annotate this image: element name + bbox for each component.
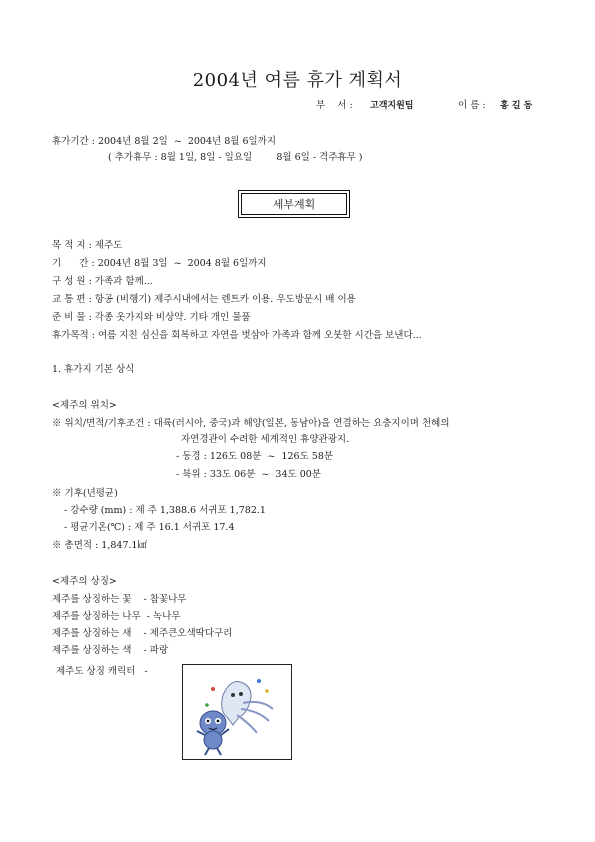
- climate-temperature: - 평균기온(℃) : 제 주 16.1 서귀포 17.4: [64, 522, 235, 533]
- plan-transport: 교 통 편 : 항공 (비행기) 제주시내에서는 렌트카 이용. 우도방문시 배 이용: [52, 294, 356, 305]
- symbol-color: 제주를 상징하는 색 - 파랑: [52, 645, 169, 656]
- climate-rainfall: - 강수량 (mm) : 제 주 1,388.6 서귀포 1,782.1: [64, 505, 266, 516]
- plan-members: 구 성 원 : 가족과 함께...: [52, 276, 153, 287]
- symbol-flower: 제주를 상징하는 꽃 - 참꽃나무: [52, 594, 187, 605]
- plan-purpose: 휴가목적 : 여름 지친 심신을 회복하고 자연을 벗삼아 가족과 함께 오붓한 시간을 보낸다...: [52, 330, 422, 341]
- total-area: ※ 총면적 : 1,847.1㎢: [52, 540, 148, 551]
- location-latitude: - 북위 : 33도 06분 ~ 34도 00분: [176, 469, 321, 480]
- mascot-illustration: [183, 665, 291, 759]
- location-title: <제주의 위치>: [52, 400, 117, 411]
- dept-label: 부 서 :: [316, 100, 353, 111]
- mascot-label: 제주도 상징 캐릭터 -: [56, 666, 148, 677]
- period-line: 휴가기간 : 2004년 8월 2일 ~ 2004년 8월 6일까지: [52, 136, 277, 147]
- section-box-label: 세부계획: [272, 198, 316, 211]
- heading-basic-info: 1. 휴가지 기본 상식: [52, 364, 135, 375]
- period-extra-line: ( 추가휴무 : 8월 1일, 8일 - 일요일 8월 6일 - 격주휴무 ): [108, 152, 363, 163]
- dept-value: 고객지원팀: [370, 101, 414, 111]
- symbol-bird: 제주를 상징하는 새 - 제주큰오색딱다구리: [52, 628, 233, 639]
- mascot-image: [182, 664, 292, 760]
- name-label: 이 름 :: [458, 100, 486, 111]
- plan-destination: 목 적 지 : 제주도: [52, 240, 123, 251]
- name-value: 홍 길 동: [500, 101, 533, 111]
- location-line: ※ 위치/면적/기후조건 : 대륙(러시아, 중국)과 해양(일본, 동남아)을 연결하는 요충지이며 천혜의: [52, 418, 450, 429]
- symbol-tree: 제주를 상징하는 나무 - 녹나무: [52, 611, 181, 622]
- climate-title: ※ 기후(년평균): [52, 488, 118, 499]
- plan-period: 기 간 : 2004년 8월 3일 ~ 2004 8월 6일까지: [52, 258, 267, 269]
- location-longitude: - 동경 : 126도 08분 ~ 126도 58분: [176, 451, 334, 462]
- symbols-title: <제주의 상징>: [52, 576, 117, 587]
- section-box: [238, 190, 350, 218]
- document-title: 2004년 여름 휴가 계획서: [192, 70, 403, 91]
- plan-supplies: 준 비 물 : 각종 옷가지와 비상약. 기타 개인 물품: [52, 312, 251, 323]
- location-line: 자연경관이 수려한 세계적인 휴양관광지.: [181, 434, 350, 445]
